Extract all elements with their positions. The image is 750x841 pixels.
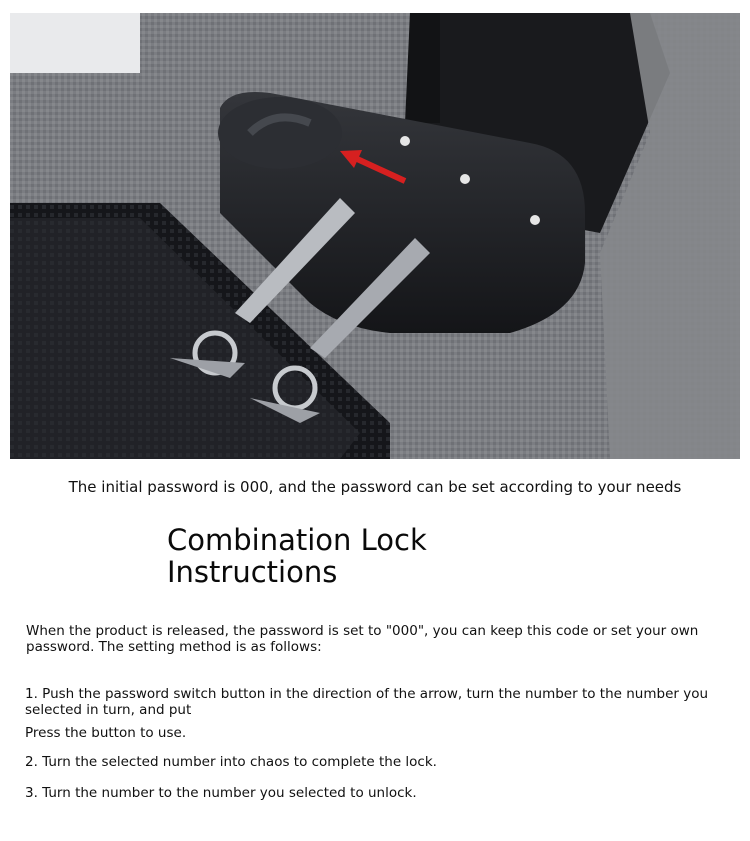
step-1: 1. Push the password switch button in the direction of the arrow, turn the number to the number you selected in turn, and put — [25, 686, 709, 718]
step-2: 2. Turn the selected number into chaos to complete the lock. — [25, 754, 437, 770]
page-title — [167, 524, 427, 588]
combination-lock-illustration — [10, 13, 740, 459]
product-photo — [10, 13, 740, 459]
title-line-1: Combination Lock — [167, 523, 427, 557]
step-1-continued: Press the button to use. — [25, 725, 187, 741]
intro-paragraph: When the product is released, the password is set to "000", you can keep this code or set your own password. The setting method is as follows: — [26, 623, 699, 655]
step-3: 3. Turn the number to the number you selected to unlock. — [25, 785, 417, 801]
photo-caption: The initial password is 000, and the password can be set according to your needs — [68, 478, 682, 496]
title-line-2: Instructions — [167, 555, 338, 589]
